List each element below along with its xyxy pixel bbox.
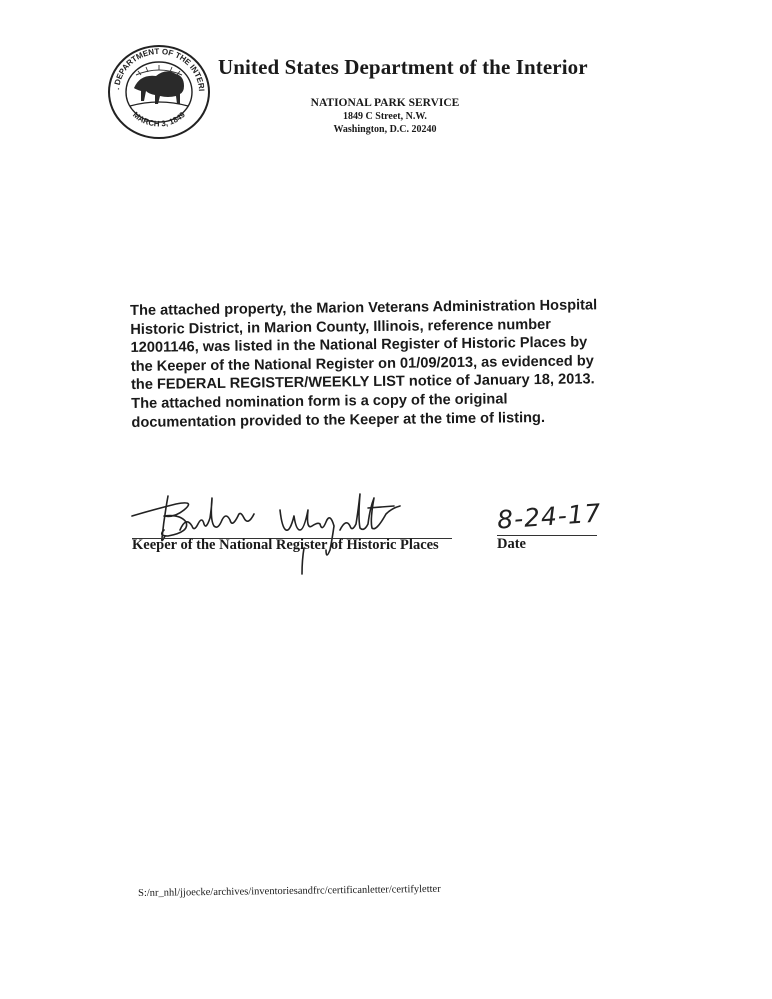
certification-paragraph: The attached property, the Marion Veterans Administration Hospital Historic District, in Marion County, Illinois, reference number 12001146, was listed in the National Register of Historic Places by the Keeper of the National Register on 01/09/2013, as evidenced by the FEDERAL REGISTER/WEEKLY LIST notice of January 18, 2013. The attached nomination form is a copy of the original documentation provided to the Keeper at the time of listing.: [130, 297, 598, 431]
handwritten-signature: [130, 488, 460, 578]
date-block: [496, 498, 617, 572]
svg-text:MARCH 3, 1849: MARCH 3, 1849: [131, 110, 187, 129]
signature-label: Keeper of the National Register of Historic Places: [132, 537, 439, 553]
svg-text:U.S. DEPARTMENT OF THE INTERIO: . DEPARTMENT OF THE INTERI: [112, 46, 207, 92]
address-street: 1849 C Street, N.W.: [343, 111, 427, 122]
file-path-footer: S:/nr_nhl/jjoecke/archives/inventoriesandfrc/certificanletter/certifyletter: [138, 883, 441, 899]
agency-name: NATIONAL PARK SERVICE: [310, 97, 460, 109]
handwritten-date: 8-24-17: [496, 498, 603, 535]
department-seal: [106, 44, 212, 140]
signature-block: [130, 488, 460, 564]
address-city: Washington, D.C. 20240: [333, 124, 437, 135]
department-title: United States Department of the Interior: [218, 55, 588, 79]
seal-bison: [130, 65, 188, 106]
date-label: Date: [497, 536, 526, 552]
seal-graphic: [106, 44, 212, 140]
agency-address: [300, 97, 470, 136]
seal-bottom-text: [131, 110, 187, 129]
